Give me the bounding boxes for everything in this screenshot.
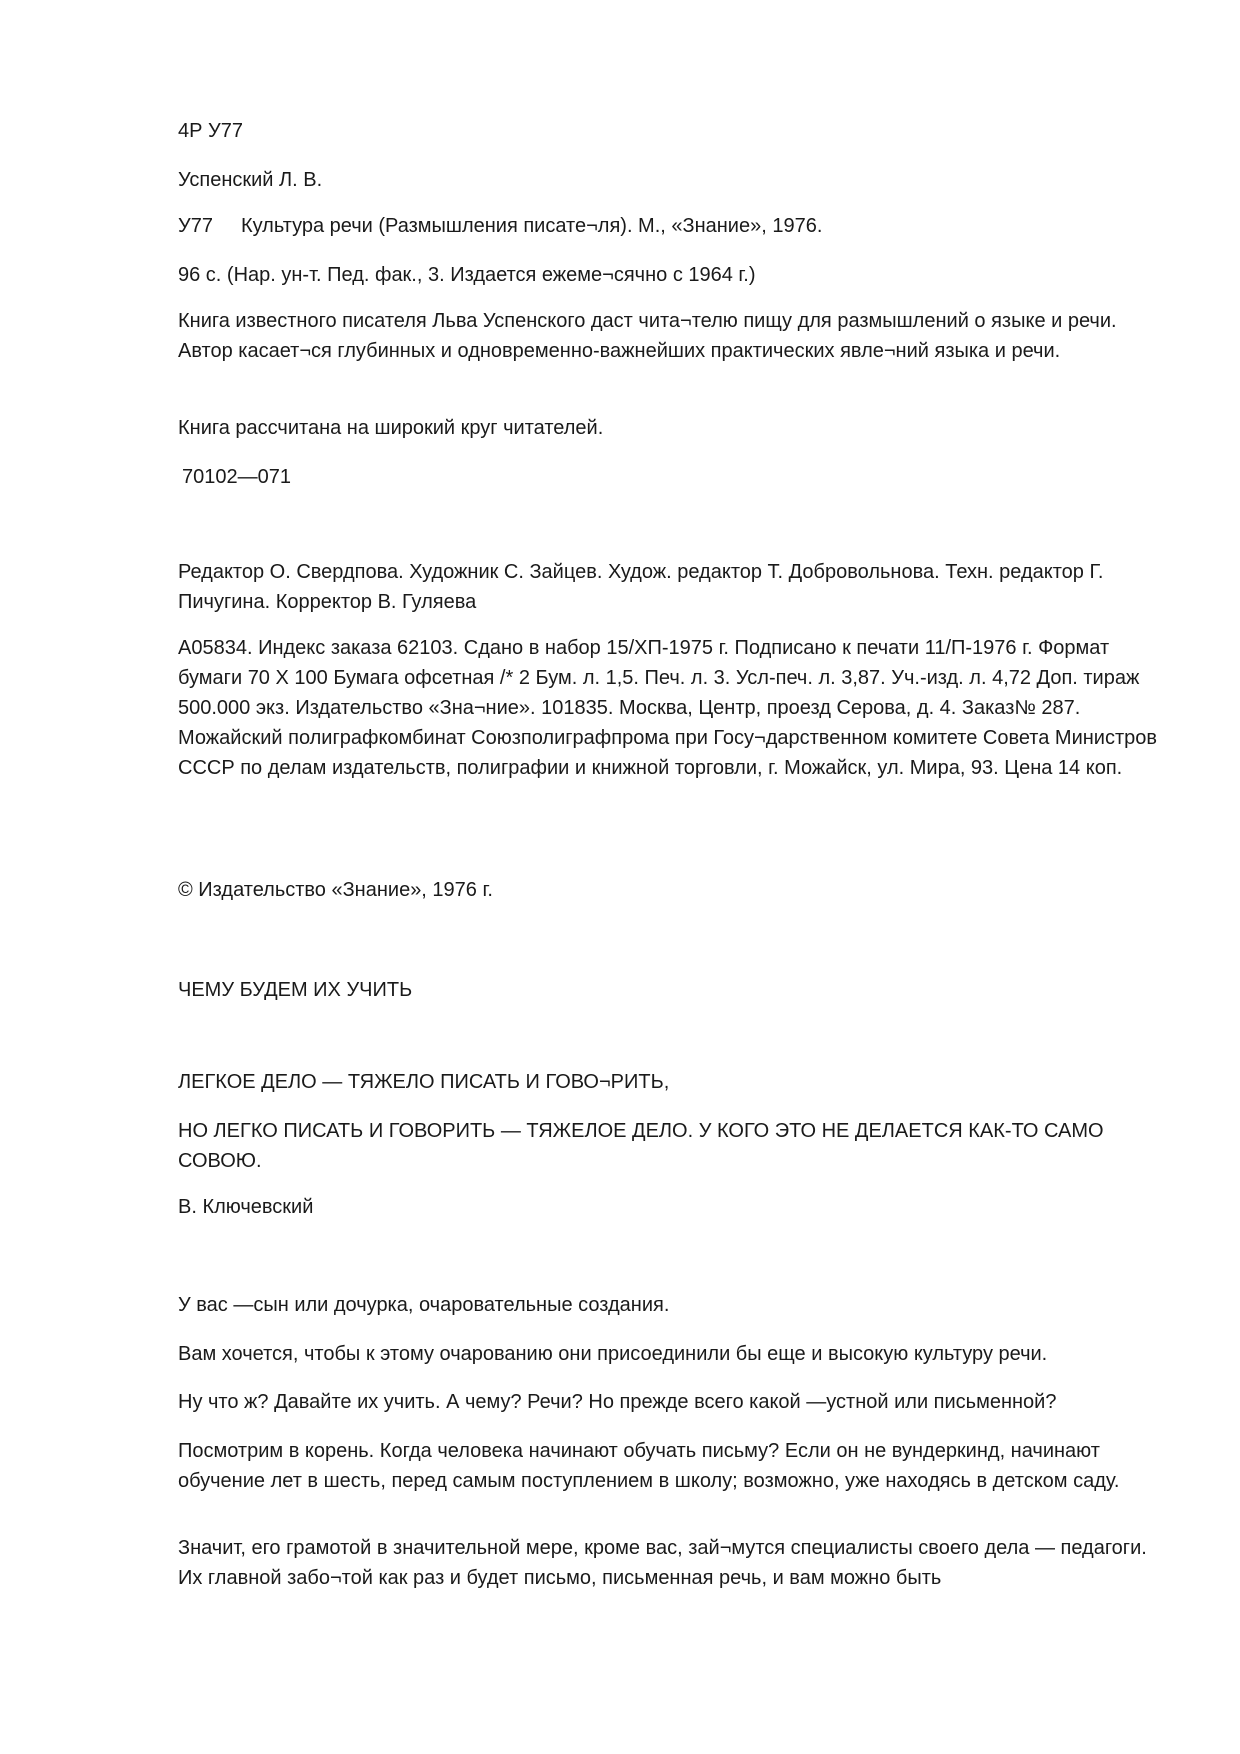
catalog-entry bbox=[178, 211, 1168, 241]
paragraph: У вас —сын или дочурка, очаровательные создания. bbox=[178, 1294, 670, 1316]
book-annotation: Книга известного писателя Льва Успенского даст чита¬телю пищу для размышлений о языке и речи. Автор касает¬ся глубинных и одновременно-важнейших практических явле¬ний языка и речи. bbox=[178, 310, 1117, 362]
entry-title: Культура речи (Размышления писате¬ля). М., «Знание», 1976. bbox=[240, 215, 823, 237]
paragraph: Значит, его грамотой в значительной мере, кроме вас, зай¬мутся специалисты своего дела — педагоги. Их главной забо¬той как раз и будет письмо, письменная речь, и вам можно быть bbox=[178, 1537, 1147, 1589]
catalog-description: 96 с. (Нар. ун-т. Пед. фак., 3. Издается ежеме¬сячно с 1964 г.) bbox=[178, 264, 756, 286]
imprint-details: А05834. Индекс заказа 62103. Сдано в набор 15/ХП-1975 г. Подписано к печати 11/П-1976 г. Формат бумаги 70 X 100 Бумага офсетная /* 2 Бум. л. 1,5. Печ. л. 3. Усл-печ. л. 3,87. Уч.-изд. л. 4,72 Доп. тираж 500.000 экз. Издательство «Зна¬ние». 101835. Москва, Центр, проезд Серова, д. 4. Заказ№ 287. Можайский полиграфкомбинат Союзполиграфпрома при Госу¬дарственном комитете Совета Министров СССР по делам издательств, полиграфии и книжной торговли, г. Можайск, ул. Мира, 93. Цена 14 коп. bbox=[178, 637, 1157, 779]
paragraph: Посмотрим в корень. Когда человека начинают обучать письму? Если он не вундеркинд, начинают обучение лет в шесть, перед самым поступлением в школу; возможно, уже находясь в детском саду. bbox=[178, 1440, 1120, 1492]
catalog-code: 4Р У77 bbox=[178, 120, 243, 142]
paragraph: Ну что ж? Давайте их учить. А чему? Речи? Но прежде всего какой —устной или письменной? bbox=[178, 1391, 1057, 1413]
chapter-title: ЧЕМУ БУДЕМ ИХ УЧИТЬ bbox=[178, 979, 413, 1001]
paragraph: Вам хочется, чтобы к этому очарованию они присоединили бы еще и высокую культуру речи. bbox=[178, 1343, 1048, 1365]
imprint-credits: Редактор О. Свердпова. Художник С. Зайцев. Худож. редактор Т. Добровольнова. Техн. редактор Г. Пичугина. Корректор В. Гуляева bbox=[178, 561, 1104, 613]
copyright-notice: © Издательство «Знание», 1976 г. bbox=[178, 879, 493, 901]
epigraph-line-1: ЛЕГКОЕ ДЕЛО — ТЯЖЕЛО ПИСАТЬ И ГОВО¬РИТЬ, bbox=[178, 1071, 670, 1093]
epigraph-line-2: НО ЛЕГКО ПИСАТЬ И ГОВОРИТЬ — ТЯЖЕЛОЕ ДЕЛО. У КОГО ЭТО НЕ ДЕЛАЕТСЯ КАК-ТО САМО СОВОЮ. bbox=[178, 1120, 1104, 1172]
author-name: Успенский Л. В. bbox=[178, 169, 323, 191]
audience-note: Книга рассчитана на широкий круг читателей. bbox=[178, 417, 604, 439]
index-number: 70102—071 bbox=[182, 466, 291, 488]
entry-code: У77 bbox=[178, 215, 213, 237]
epigraph-author: В. Ключевский bbox=[178, 1196, 314, 1218]
